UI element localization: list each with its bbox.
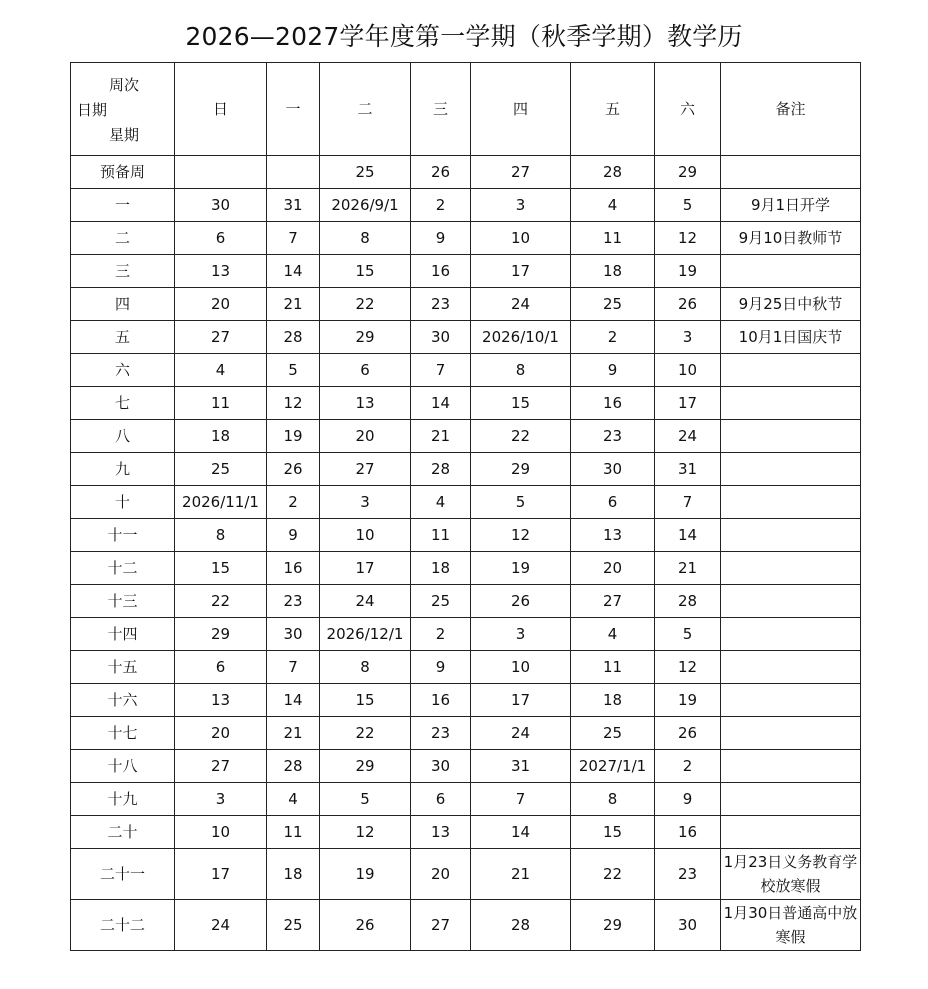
date-cell: 9 [655, 783, 721, 816]
date-cell: 27 [320, 453, 411, 486]
date-cell: 27 [571, 585, 655, 618]
day-header-fri: 五 [571, 63, 655, 156]
date-cell: 22 [571, 849, 655, 900]
date-cell: 12 [267, 387, 320, 420]
date-cell: 24 [655, 420, 721, 453]
note-cell [721, 420, 861, 453]
week-label-cell: 八 [71, 420, 175, 453]
date-cell: 9 [411, 651, 471, 684]
day-header-wed: 三 [411, 63, 471, 156]
date-cell: 26 [655, 288, 721, 321]
date-cell: 24 [471, 288, 571, 321]
note-cell: 9月10日教师节 [721, 222, 861, 255]
note-cell [721, 552, 861, 585]
day-header-label: 星期 [109, 126, 140, 144]
date-cell: 2 [655, 750, 721, 783]
date-cell: 18 [571, 255, 655, 288]
date-cell: 28 [411, 453, 471, 486]
date-cell: 4 [571, 618, 655, 651]
date-cell: 21 [267, 288, 320, 321]
table-row [71, 585, 861, 618]
date-cell: 31 [655, 453, 721, 486]
date-cell: 15 [471, 387, 571, 420]
date-cell: 26 [655, 717, 721, 750]
table-row [71, 321, 861, 354]
date-cell: 5 [267, 354, 320, 387]
week-label-cell: 五 [71, 321, 175, 354]
date-cell: 8 [320, 222, 411, 255]
date-cell: 26 [267, 453, 320, 486]
date-cell: 14 [655, 519, 721, 552]
date-cell: 17 [175, 849, 267, 900]
date-cell: 23 [411, 288, 471, 321]
day-header-thu: 四 [471, 63, 571, 156]
week-label-cell: 十二 [71, 552, 175, 585]
date-cell: 2 [571, 321, 655, 354]
note-cell [721, 387, 861, 420]
date-cell: 18 [571, 684, 655, 717]
table-row [71, 288, 861, 321]
table-row [71, 750, 861, 783]
date-cell: 3 [471, 618, 571, 651]
date-cell: 30 [411, 321, 471, 354]
date-cell: 28 [655, 585, 721, 618]
date-cell: 7 [267, 222, 320, 255]
note-cell [721, 750, 861, 783]
note-cell [721, 585, 861, 618]
date-cell: 16 [411, 684, 471, 717]
note-cell: 9月25日中秋节 [721, 288, 861, 321]
date-header-label: 日期 [77, 101, 108, 119]
week-label-cell: 十六 [71, 684, 175, 717]
week-label-cell: 十九 [71, 783, 175, 816]
date-cell: 17 [655, 387, 721, 420]
date-cell: 24 [175, 900, 267, 951]
note-cell [721, 354, 861, 387]
header-row [71, 63, 861, 156]
date-cell: 5 [471, 486, 571, 519]
date-cell: 10 [471, 651, 571, 684]
date-cell: 4 [175, 354, 267, 387]
date-cell: 26 [471, 585, 571, 618]
date-cell: 11 [411, 519, 471, 552]
week-header-label: 周次 [109, 76, 140, 94]
table-row [71, 552, 861, 585]
date-cell: 25 [320, 156, 411, 189]
date-cell: 14 [267, 684, 320, 717]
table-row [71, 354, 861, 387]
date-cell: 6 [175, 222, 267, 255]
date-cell: 12 [655, 222, 721, 255]
date-cell: 7 [471, 783, 571, 816]
date-cell: 20 [175, 288, 267, 321]
date-cell: 21 [411, 420, 471, 453]
note-cell: 9月1日开学 [721, 189, 861, 222]
date-cell: 28 [267, 750, 320, 783]
week-label-cell: 十八 [71, 750, 175, 783]
date-cell: 4 [571, 189, 655, 222]
date-cell: 18 [267, 849, 320, 900]
date-cell: 19 [655, 255, 721, 288]
note-cell [721, 618, 861, 651]
date-cell: 3 [175, 783, 267, 816]
date-cell: 3 [320, 486, 411, 519]
date-cell: 22 [471, 420, 571, 453]
date-cell: 27 [175, 750, 267, 783]
date-cell: 23 [655, 849, 721, 900]
date-cell: 6 [411, 783, 471, 816]
note-cell [721, 453, 861, 486]
date-cell: 28 [471, 900, 571, 951]
date-cell: 3 [655, 321, 721, 354]
date-cell: 18 [175, 420, 267, 453]
table-row [71, 519, 861, 552]
table-row [71, 849, 861, 900]
date-cell: 15 [175, 552, 267, 585]
table-row [71, 816, 861, 849]
date-cell: 14 [471, 816, 571, 849]
week-label-cell: 一 [71, 189, 175, 222]
note-cell [721, 486, 861, 519]
corner-header-cell [71, 63, 175, 156]
date-cell: 13 [175, 684, 267, 717]
date-cell: 6 [175, 651, 267, 684]
week-label-cell: 十三 [71, 585, 175, 618]
day-header-mon: 一 [267, 63, 320, 156]
calendar-body [71, 63, 861, 951]
date-cell: 24 [471, 717, 571, 750]
date-cell: 2026/11/1 [175, 486, 267, 519]
date-cell: 9 [571, 354, 655, 387]
date-cell: 25 [267, 900, 320, 951]
date-cell: 11 [175, 387, 267, 420]
date-cell: 29 [320, 321, 411, 354]
week-label-cell: 十四 [71, 618, 175, 651]
table-row [71, 618, 861, 651]
date-cell: 22 [175, 585, 267, 618]
date-cell: 10 [320, 519, 411, 552]
date-cell: 16 [267, 552, 320, 585]
date-cell: 31 [471, 750, 571, 783]
date-cell: 29 [175, 618, 267, 651]
date-cell: 17 [471, 255, 571, 288]
date-cell: 30 [175, 189, 267, 222]
table-row [71, 717, 861, 750]
date-cell: 15 [571, 816, 655, 849]
date-cell: 8 [571, 783, 655, 816]
date-cell: 8 [175, 519, 267, 552]
date-cell: 4 [411, 486, 471, 519]
table-row [71, 651, 861, 684]
date-cell: 9 [411, 222, 471, 255]
date-cell: 5 [320, 783, 411, 816]
date-cell: 21 [471, 849, 571, 900]
date-cell: 14 [267, 255, 320, 288]
date-cell: 11 [267, 816, 320, 849]
date-cell: 11 [571, 651, 655, 684]
date-cell: 4 [267, 783, 320, 816]
week-label-cell: 预备周 [71, 156, 175, 189]
date-cell: 22 [320, 717, 411, 750]
date-cell: 29 [655, 156, 721, 189]
table-row [71, 189, 861, 222]
date-cell: 12 [655, 651, 721, 684]
date-cell: 17 [471, 684, 571, 717]
date-cell: 30 [267, 618, 320, 651]
date-cell: 20 [411, 849, 471, 900]
date-cell: 10 [471, 222, 571, 255]
date-cell: 21 [267, 717, 320, 750]
note-cell [721, 717, 861, 750]
date-cell: 27 [175, 321, 267, 354]
day-header-sun: 日 [175, 63, 267, 156]
date-cell: 2 [411, 618, 471, 651]
date-cell: 12 [320, 816, 411, 849]
date-cell: 29 [471, 453, 571, 486]
date-cell: 31 [267, 189, 320, 222]
date-cell: 20 [320, 420, 411, 453]
note-cell [721, 255, 861, 288]
note-cell: 1月30日普通高中放寒假 [721, 900, 861, 951]
week-label-cell: 六 [71, 354, 175, 387]
week-label-cell: 十 [71, 486, 175, 519]
date-cell: 13 [411, 816, 471, 849]
date-cell: 19 [320, 849, 411, 900]
table-row [71, 486, 861, 519]
date-cell: 11 [571, 222, 655, 255]
date-cell [267, 156, 320, 189]
date-cell: 2026/10/1 [471, 321, 571, 354]
date-cell: 25 [571, 717, 655, 750]
date-cell: 25 [175, 453, 267, 486]
date-cell: 2027/1/1 [571, 750, 655, 783]
date-cell: 28 [267, 321, 320, 354]
date-cell: 13 [571, 519, 655, 552]
date-cell: 16 [571, 387, 655, 420]
date-cell: 23 [411, 717, 471, 750]
week-label-cell: 四 [71, 288, 175, 321]
date-cell: 29 [571, 900, 655, 951]
week-label-cell: 七 [71, 387, 175, 420]
note-cell [721, 816, 861, 849]
date-cell: 15 [320, 684, 411, 717]
date-cell: 7 [655, 486, 721, 519]
date-cell: 10 [175, 816, 267, 849]
week-label-cell: 三 [71, 255, 175, 288]
date-cell: 29 [320, 750, 411, 783]
date-cell: 19 [655, 684, 721, 717]
date-cell [175, 156, 267, 189]
date-cell: 20 [571, 552, 655, 585]
day-header-sat: 六 [655, 63, 721, 156]
date-cell: 9 [267, 519, 320, 552]
table-row [71, 222, 861, 255]
date-cell: 16 [411, 255, 471, 288]
note-cell [721, 684, 861, 717]
week-label-cell: 十七 [71, 717, 175, 750]
date-cell: 2026/9/1 [320, 189, 411, 222]
date-cell: 30 [411, 750, 471, 783]
note-cell [721, 156, 861, 189]
day-header-tue: 二 [320, 63, 411, 156]
date-cell: 19 [267, 420, 320, 453]
date-cell: 20 [175, 717, 267, 750]
date-cell: 27 [411, 900, 471, 951]
date-cell: 23 [267, 585, 320, 618]
date-cell: 22 [320, 288, 411, 321]
date-cell: 8 [320, 651, 411, 684]
note-cell: 10月1日国庆节 [721, 321, 861, 354]
date-cell: 7 [267, 651, 320, 684]
date-cell: 2 [411, 189, 471, 222]
date-cell: 13 [175, 255, 267, 288]
date-cell: 25 [411, 585, 471, 618]
table-row [71, 387, 861, 420]
date-cell: 25 [571, 288, 655, 321]
note-cell [721, 651, 861, 684]
table-row [71, 684, 861, 717]
date-cell: 27 [471, 156, 571, 189]
date-cell: 30 [571, 453, 655, 486]
week-label-cell: 二 [71, 222, 175, 255]
table-row [71, 900, 861, 951]
date-cell: 3 [471, 189, 571, 222]
note-header: 备注 [721, 63, 861, 156]
page-title: 2026—2027学年度第一学期（秋季学期）教学历 [185, 22, 743, 51]
table-row [71, 420, 861, 453]
table-row [71, 783, 861, 816]
date-cell: 14 [411, 387, 471, 420]
date-cell: 5 [655, 618, 721, 651]
table-row [71, 255, 861, 288]
date-cell: 24 [320, 585, 411, 618]
date-cell: 26 [320, 900, 411, 951]
calendar-table [70, 62, 861, 951]
date-cell: 23 [571, 420, 655, 453]
date-cell: 12 [471, 519, 571, 552]
note-cell: 1月23日义务教育学校放寒假 [721, 849, 861, 900]
date-cell: 2026/12/1 [320, 618, 411, 651]
week-label-cell: 九 [71, 453, 175, 486]
week-label-cell: 二十二 [71, 900, 175, 951]
week-label-cell: 二十一 [71, 849, 175, 900]
date-cell: 7 [411, 354, 471, 387]
date-cell: 6 [320, 354, 411, 387]
note-cell [721, 519, 861, 552]
week-label-cell: 十五 [71, 651, 175, 684]
corner-header [73, 63, 172, 155]
date-cell: 10 [655, 354, 721, 387]
table-row [71, 156, 861, 189]
date-cell: 18 [411, 552, 471, 585]
date-cell: 15 [320, 255, 411, 288]
date-cell: 13 [320, 387, 411, 420]
date-cell: 21 [655, 552, 721, 585]
date-cell: 28 [571, 156, 655, 189]
note-cell [721, 783, 861, 816]
date-cell: 6 [571, 486, 655, 519]
date-cell: 8 [471, 354, 571, 387]
date-cell: 26 [411, 156, 471, 189]
date-cell: 2 [267, 486, 320, 519]
week-label-cell: 十一 [71, 519, 175, 552]
date-cell: 17 [320, 552, 411, 585]
date-cell: 30 [655, 900, 721, 951]
week-label-cell: 二十 [71, 816, 175, 849]
date-cell: 19 [471, 552, 571, 585]
date-cell: 16 [655, 816, 721, 849]
date-cell: 5 [655, 189, 721, 222]
table-row [71, 453, 861, 486]
